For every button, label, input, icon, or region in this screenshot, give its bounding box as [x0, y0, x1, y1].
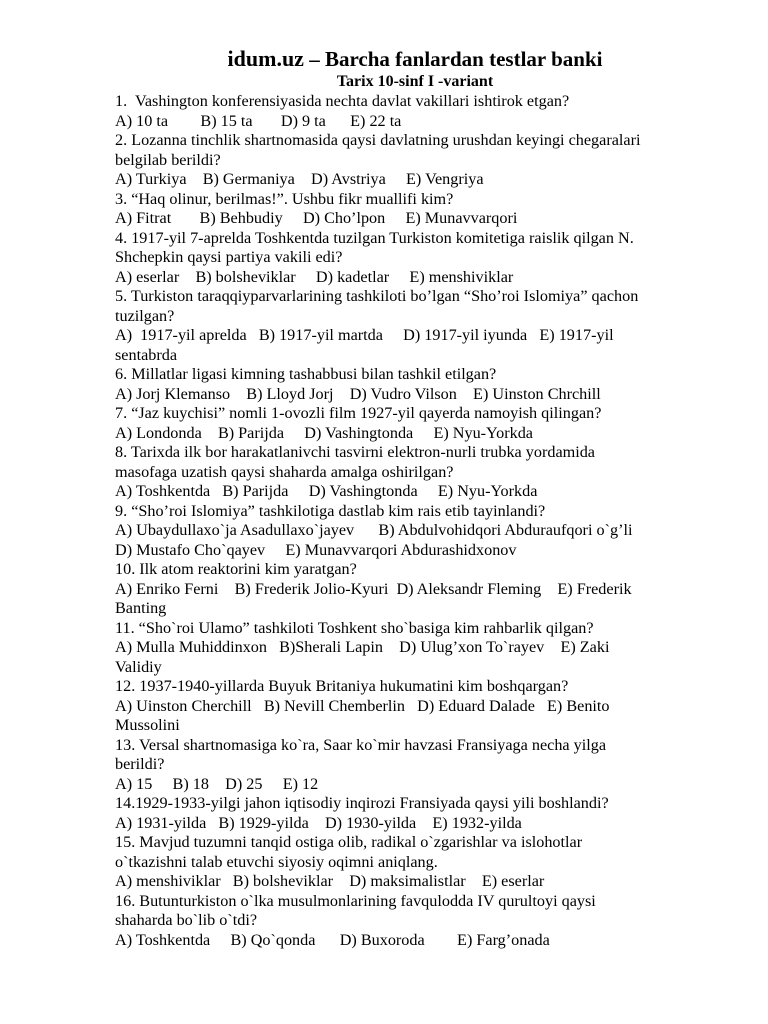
question-text-line: 15. Mavjud tuzumni tanqid ostiga olib, radikal o`zgarishlar va islohotlar	[115, 833, 583, 851]
answer-options-line: A) Jorj Klemanso B) Lloyd Jorj D) Vudro Vilson E) Uinston Chrchill	[115, 384, 601, 403]
answer-options-line: A) 15 B) 18 D) 25 E) 12	[115, 774, 319, 793]
answer-options-line: A) 1917-yil aprelda B) 1917-yil martda D) 1917-yil iyunda E) 1917-yil	[115, 326, 614, 344]
answer-options-line: A) menshiviklar B) bolsheviklar D) maksimalistlar E) eserlar	[115, 872, 545, 890]
question-text-line: tuzilgan?	[115, 306, 175, 325]
question-text-line: Shchepkin qaysi partiya vakili edi?	[115, 248, 343, 266]
site-title	[115, 46, 715, 72]
answer-options-line: A) Fitrat B) Behbudiy D) Cho’lpon E) Munavvarqori	[115, 209, 518, 227]
document-header	[115, 46, 715, 92]
answer-options-line: A) 1931-yilda B) 1929-yilda D) 1930-yilda E) 1932-yilda	[115, 813, 522, 832]
question-text-line: 5. Turkiston taraqqiyparvarlarining tashkiloti bo’lgan “Sho’roi Islomiya” qachon	[115, 287, 639, 305]
answer-options-line: A) Londonda B) Parijda D) Vashingtonda E) Nyu-Yorkda	[115, 423, 533, 442]
question-text-line: 11. “Sho`roi Ulamo” tashkiloti Toshkent sho`basiga kim rahbarlik qilgan?	[115, 618, 594, 637]
question-text-line: 8. Tarixda ilk bor harakatlanivchi tasvirni elektron-nurli trubka yordamida	[115, 443, 595, 461]
answer-options-line: A) 10 ta B) 15 ta D) 9 ta E) 22 ta	[115, 111, 402, 130]
question-text-line: 9. “Sho’roi Islomiya” tashkilotiga dastlab kim rais etib tayinlandi?	[115, 501, 546, 520]
answer-options-line: A) eserlar B) bolsheviklar D) kadetlar E) menshiviklar	[115, 267, 514, 286]
question-text-line: belgilab berildi?	[115, 150, 221, 169]
question-text-line: Banting	[115, 599, 167, 617]
question-text-line: Mussolini	[115, 716, 180, 734]
answer-options-line: A) Enriko Ferni B) Frederik Jolio-Kyuri D) Aleksandr Fleming E) Frederik	[115, 579, 632, 598]
site-name: idum.uz	[227, 46, 304, 71]
answer-options-line: A) Uinston Cherchill B) Nevill Chemberlin D) Eduard Dalade E) Benito	[115, 696, 610, 715]
answer-options-line: D) Mustafo Cho`qayev E) Munavvarqori Abdurashidxonov	[115, 540, 517, 559]
question-list	[115, 92, 715, 950]
question-text-line: o`tkazishni talab etuvchi siyosiy oqimni aniqlang.	[115, 852, 438, 871]
question-text-line: 14.1929-1933-yilgi jahon iqtisodiy inqirozi Fransiyada qaysi yili boshlandi?	[115, 794, 609, 812]
question-text-line: 7. “Jaz kuychisi” nomli 1-ovozli film 1927-yil qayerda namoyish qilingan?	[115, 404, 602, 422]
answer-options-line: A) Turkiya B) Germaniya D) Avstriya E) Vengriya	[115, 170, 484, 188]
question-text-line: sentabrda	[115, 345, 178, 364]
site-tagline: – Barcha fanlardan testlar banki	[303, 47, 603, 71]
variant-title: Tarix 10-sinf I -variant	[336, 73, 494, 90]
question-text-line: 4. 1917-yil 7-aprelda Toshkentda tuzilgan Turkiston komitetiga raislik qilgan N.	[115, 228, 634, 247]
question-text-line: 12. 1937-1940-yillarda Buyuk Britaniya hukumatini kim boshqargan?	[115, 677, 569, 695]
question-text-line: 16. Butunturkiston o`lka musulmonlarining favqulodda IV qurultoyi qaysi	[115, 891, 596, 910]
question-text-line: 6. Millatlar ligasi kimning tashabbusi bilan tashkil etilgan?	[115, 365, 497, 383]
question-text-line: Validiy	[115, 657, 162, 676]
document-page	[115, 46, 715, 950]
question-text-line: 2. Lozanna tinchlik shartnomasida qaysi davlatning urushdan keyingi chegaralari	[115, 131, 641, 149]
question-text-line: 1. Vashington konferensiyasida nechta davlat vakillari ishtirok etgan?	[115, 92, 570, 110]
answer-options-line: A) Toshkentda B) Qo`qonda D) Buxoroda E) Farg’onada	[115, 930, 550, 949]
question-text-line: 10. Ilk atom reaktorini kim yaratgan?	[115, 560, 357, 578]
answer-options-line: A) Mulla Muhiddinxon B)Sherali Lapin D) Ulug’xon To`rayev E) Zaki	[115, 638, 610, 656]
question-text-line: berildi?	[115, 755, 165, 773]
answer-options-line: A) Ubaydullaxo`ja Asadullaxo`jayev B) Abdulvohidqori Abduraufqori o`g’li	[115, 521, 633, 539]
question-text-line: masofaga uzatish qaysi shaharda amalga oshirilgan?	[115, 462, 454, 481]
question-text-line: shaharda bo`lib o`tdi?	[115, 911, 258, 929]
question-text-line: 13. Versal shartnomasiga ko`ra, Saar ko`mir havzasi Fransiyaga necha yilga	[115, 735, 607, 754]
answer-options-line: A) Toshkentda B) Parijda D) Vashingtonda E) Nyu-Yorkda	[115, 482, 538, 500]
question-text-line: 3. “Haq olinur, berilmas!”. Ushbu fikr muallifi kim?	[115, 189, 454, 208]
